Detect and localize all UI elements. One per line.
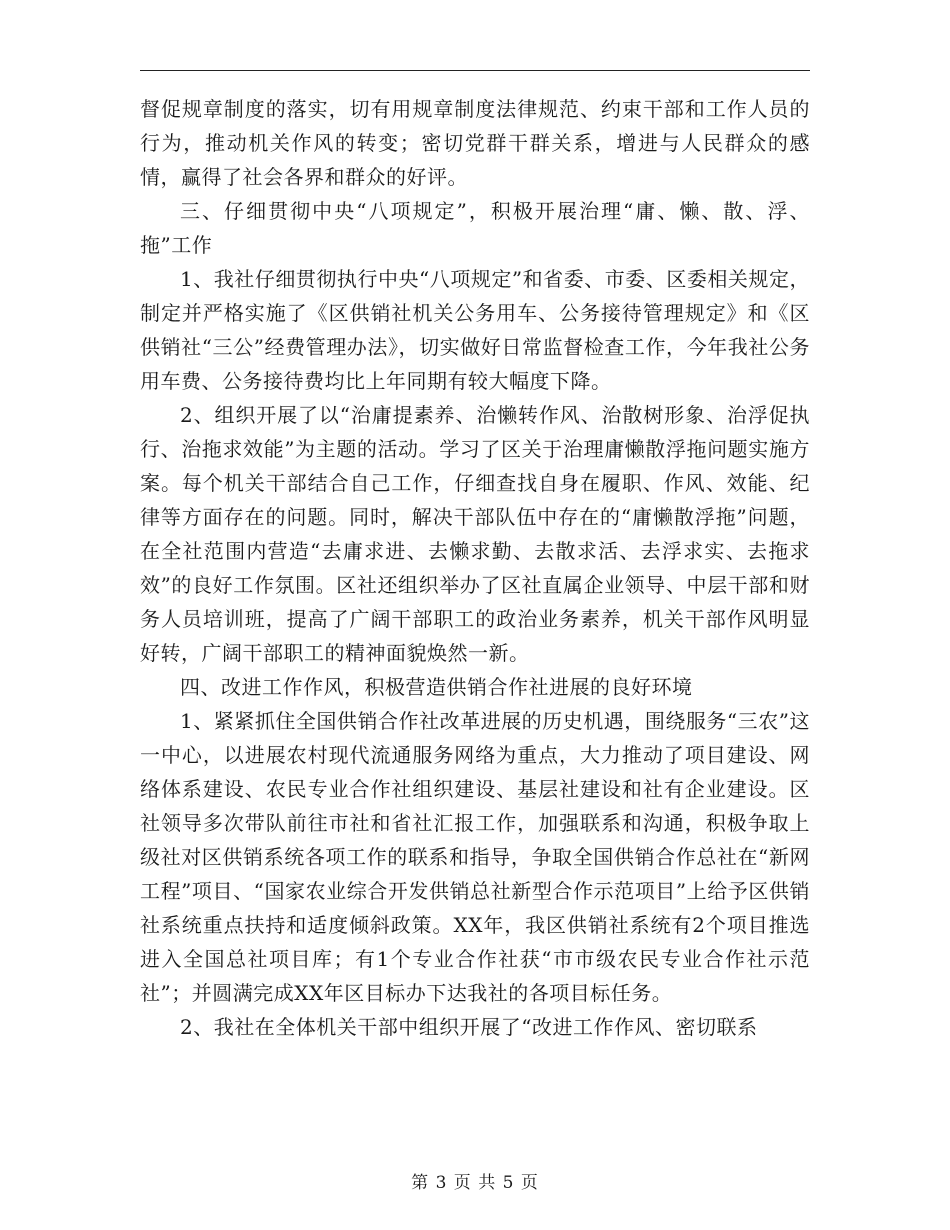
section-heading-4: 四、改进工作作风，积极营造供销合作社进展的良好环境 <box>180 675 693 699</box>
paragraph-3-1: 1、我社仔细贯彻执行中央“八项规定”和省委、市委、区委相关规定，制定并严格实施了《区供销社机关公务用车、公务接待管理规定》和《区供销社“三公”经费管理办法》，切实做好日常监督检查工作，今年我社公务用车费、公务接待费均比上年同期有较大幅度下降。 <box>140 267 810 393</box>
paragraph-3-2: 2、组织开展了以“治庸提素养、治懒转作风、治散树形象、治浮促执行、治拖求效能”为主题的活动。学习了区关于治理庸懒散浮拖问题实施方案。每个机关干部结合自己工作，仔细查找自身在履职、作风、效能、纪律等方面存在的问题。同时，解决干部队伍中存在的“庸懒散浮拖”问题，在全社范围内营造“去庸求进、去懒求勤、去散求活、去浮求实、去拖求效”的良好工作氛围。区社还组织举办了区社直属企业领导、中层干部和财务人员培训班，提高了广阔干部职工的政治业务素养，机关干部作风明显好转，广阔干部职工的精神面貌焕然一新。 <box>140 403 810 665</box>
document-body <box>140 92 810 1044</box>
section-heading-3: 三、仔细贯彻中央“八项规定”，积极开展治理“庸、懒、散、浮、拖”工作 <box>140 199 810 257</box>
paragraph-4-1: 1、紧紧抓住全国供销合作社改革进展的历史机遇，围绕服务“三农”这一中心，以进展农村现代流通服务网络为重点，大力推动了项目建设、网络体系建设、农民专业合作社组织建设、基层社建设和社有企业建设。区社领导多次带队前往市社和省社汇报工作，加强联系和沟通，积极争取上级社对区供销系统各项工作的联系和指导，争取全国供销合作总社在“新网工程”项目、“国家农业综合开发供销总社新型合作示范项目”上给予区供销社系统重点扶持和适度倾斜政策。XX年，我区供销社系统有2个项目推选进入全国总社项目库；有1个专业合作社获“市市级农民专业合作社示范社”；并圆满完成XX年区目标办下达我社的各项目标任务。 <box>140 709 810 1005</box>
paragraph-1: 督促规章制度的落实，切有用规章制度法律规范、约束干部和工作人员的行为，推动机关作风的转变；密切党群干群关系，增进与人民群众的感情，赢得了社会各界和群众的好评。 <box>140 97 810 189</box>
paragraph-4-2: 2、我社在全体机关干部中组织开展了“改进工作作风、密切联系 <box>180 1015 758 1039</box>
page-number-footer: 第 3 页 共 5 页 <box>411 1173 539 1193</box>
header-rule <box>140 70 810 71</box>
